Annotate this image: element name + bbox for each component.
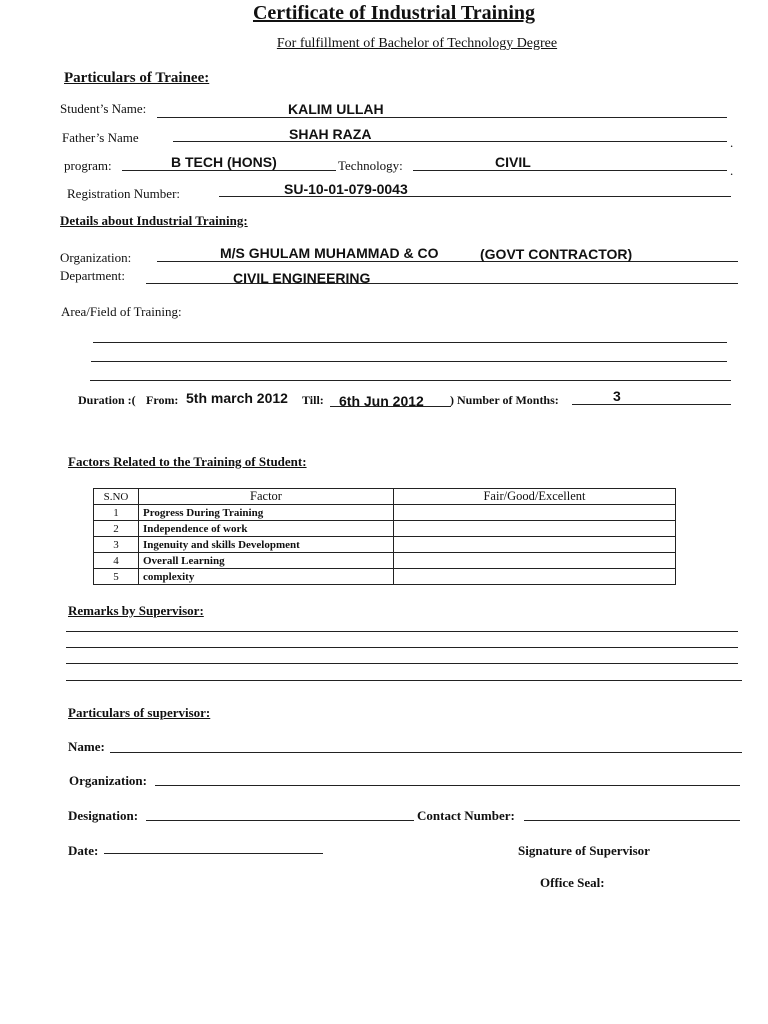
certificate-subtitle: For fulfillment of Bachelor of Technology Degree <box>276 36 558 51</box>
father-name-value[interactable]: SHAH RAZA <box>289 126 372 142</box>
months-value[interactable]: 3 <box>613 388 621 404</box>
sno-cell: 2 <box>94 521 139 537</box>
designation-line[interactable] <box>146 820 414 821</box>
factor-cell: complexity <box>139 569 394 585</box>
designation-label: Designation: <box>68 808 139 823</box>
organization-note[interactable]: (GOVT CONTRACTOR) <box>480 246 633 262</box>
training-section-heading: Details about Industrial Training: <box>60 213 248 228</box>
registration-value[interactable]: SU-10-01-079-0043 <box>284 181 408 197</box>
from-date-value[interactable]: 5th march 2012 <box>186 390 288 406</box>
from-label: From: <box>146 393 179 407</box>
student-name-line <box>157 117 727 118</box>
technology-label: Technology: <box>338 158 403 173</box>
department-label: Department: <box>60 268 125 283</box>
factors-header-row <box>94 489 676 505</box>
table-row <box>94 569 676 585</box>
student-name-value[interactable]: KALIM ULLAH <box>288 101 384 117</box>
program-value[interactable]: B TECH (HONS) <box>171 154 277 170</box>
till-date-value[interactable]: 6th Jun 2012 <box>339 393 424 409</box>
factor-header: Factor <box>139 489 394 505</box>
factor-cell: Independence of work <box>139 521 394 537</box>
rating-cell[interactable] <box>394 569 676 585</box>
area-line-1[interactable] <box>93 342 727 343</box>
rating-cell[interactable] <box>394 505 676 521</box>
program-line <box>122 170 336 171</box>
remarks-line-2[interactable] <box>66 647 738 648</box>
supervisor-organization-label: Organization: <box>69 773 147 788</box>
sno-cell: 5 <box>94 569 139 585</box>
remarks-line-1[interactable] <box>66 631 738 632</box>
signature-label: Signature of Supervisor <box>518 843 650 858</box>
remarks-line-3[interactable] <box>66 663 738 664</box>
rating-header: Fair/Good/Excellent <box>394 489 676 505</box>
father-name-dot: . <box>730 135 734 150</box>
supervisor-section-heading: Particulars of supervisor: <box>68 705 211 720</box>
date-label: Date: <box>68 843 99 858</box>
factors-section-heading: Factors Related to the Training of Student: <box>68 454 307 469</box>
table-row <box>94 505 676 521</box>
father-name-label: Father’s Name <box>62 130 139 145</box>
rating-cell[interactable] <box>394 537 676 553</box>
sno-header: S.NO <box>94 489 139 505</box>
area-label: Area/Field of Training: <box>61 304 182 319</box>
technology-line <box>413 170 727 171</box>
organization-line <box>157 261 738 262</box>
table-row <box>94 553 676 569</box>
factor-cell: Progress During Training <box>139 505 394 521</box>
factors-table <box>93 488 676 585</box>
technology-value[interactable]: CIVIL <box>495 154 531 170</box>
table-row <box>94 537 676 553</box>
area-line-3[interactable] <box>90 380 731 381</box>
sno-cell: 1 <box>94 505 139 521</box>
sno-cell: 4 <box>94 553 139 569</box>
area-line-2[interactable] <box>91 361 727 362</box>
sno-cell: 3 <box>94 537 139 553</box>
rating-cell[interactable] <box>394 553 676 569</box>
supervisor-name-label: Name: <box>68 739 105 754</box>
registration-label: Registration Number: <box>67 186 181 201</box>
till-label: Till: <box>302 393 324 407</box>
table-row <box>94 521 676 537</box>
contact-number-label: Contact Number: <box>417 808 515 823</box>
duration-label: Duration :( <box>78 393 136 407</box>
organization-label: Organization: <box>60 250 132 265</box>
months-line <box>572 404 731 405</box>
remarks-line-4[interactable] <box>66 680 742 681</box>
supervisor-name-line[interactable] <box>110 752 742 753</box>
date-line[interactable] <box>104 853 323 854</box>
contact-number-line[interactable] <box>524 820 740 821</box>
father-name-line <box>173 141 727 142</box>
office-seal-label: Office Seal: <box>540 875 605 890</box>
organization-value[interactable]: M/S GHULAM MUHAMMAD & CO <box>220 245 439 261</box>
program-label: program: <box>64 158 112 173</box>
months-label: ) Number of Months: <box>450 393 559 407</box>
rating-cell[interactable] <box>394 521 676 537</box>
factor-cell: Ingenuity and skills Development <box>139 537 394 553</box>
trainee-section-heading: Particulars of Trainee: <box>64 70 210 86</box>
student-name-label: Student’s Name: <box>60 101 147 116</box>
technology-dot: . <box>730 163 734 178</box>
department-value[interactable]: CIVIL ENGINEERING <box>233 270 371 286</box>
factor-cell: Overall Learning <box>139 553 394 569</box>
certificate-title: Certificate of Industrial Training <box>252 2 536 24</box>
remarks-section-heading: Remarks by Supervisor: <box>68 603 204 618</box>
supervisor-organization-line[interactable] <box>155 785 740 786</box>
